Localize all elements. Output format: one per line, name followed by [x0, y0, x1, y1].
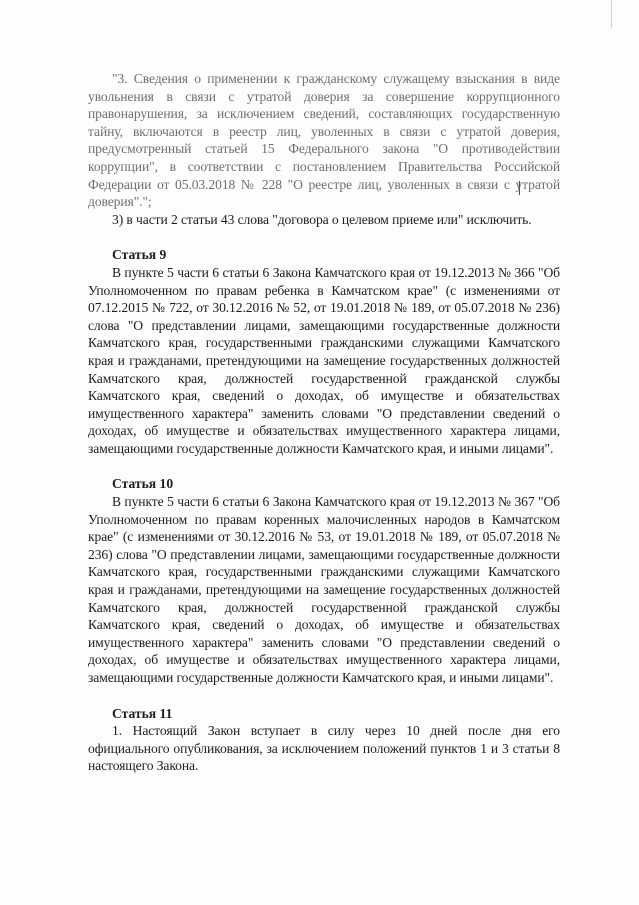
article-11-heading: Статья 11 — [112, 705, 173, 721]
item-3-paragraph: 3) в части 2 статьи 43 слова "договора о целевом приеме или" исключить. — [112, 211, 532, 227]
scan-edge-mark — [611, 0, 612, 28]
article-10-text: В пункте 5 части 6 статьи 6 Закона Камчатского края от 19.12.2013 № 367 "Об Уполномоченном по правам коренных малочисленных народов в Камчатском крае" (с изменениями от 30.12.2016 № 53, от 19.01.2018 № 189, от 05.07.2018 № 236) слова "О представлении лицами, замещающими государственные должности Камчатского края, государственными гражданскими служащими Камчатского края и гражданами, претендующими на замещение государственных должностей Камчатского края, должностей государственной гражданской службы Камчатского края, сведений о доходах, об имуществе и обязательствах имущественного характера" заменить словами "О представлении сведений о доходах, об имуществе и обязательствах имущественного характера лицами, замещающими государственные должности Камчатского края, и иными лицами". — [88, 494, 560, 685]
quoted-paragraph: "3. Сведения о применении к гражданскому служащему взыскания в виде увольнения в связи с утратой доверия за совершение коррупционного правонарушения, за исключением сведений, составляющих государственную тайну, включаются в реестр лиц, уволенных в связи с утратой доверия, предусмотренный статьей 15 Федерального закона "О противодействии коррупции", в соответствии с постановлением Правительства Российской Федерации от 05.03.2018 № 228 "О реестре лиц, уволенных в связи с утратой доверия"."; — [88, 71, 560, 210]
article-11-text: 1. Настоящий Закон вступает в силу через 10 дней после дня его официального опубликования, за исключением положений пунктов 1 и 3 статьи 8 настоящего Закона. — [88, 723, 560, 774]
article-9-text: В пункте 5 части 6 статьи 6 Закона Камчатского края от 19.12.2013 № 366 "Об Уполномоченном по правам ребенка в Камчатском крае" (с изменениями от 07.12.2015 № 722, от 30.12.2016 № 52, от 19.01.2018 № 189, от 05.07.2018 № 236) слова "О представлении лицами, замещающими государственные должности Камчатского края, государственными гражданскими служащими Камчатского края и гражданами, претендующими на замещение государственных должностей Камчатского края, должностей государственной гражданской службы Камчатского края, сведений о доходах, об имуществе и обязательствах имущественного характера" заменить словами "О представлении сведений о доходах, об имуществе и обязательствах имущественного характера лицами, замещающими государственные должности Камчатского края, и иными лицами". — [88, 264, 560, 456]
article-9-heading: Статья 9 — [112, 247, 167, 263]
document-body — [88, 70, 560, 775]
article-10-heading: Статья 10 — [112, 476, 174, 492]
